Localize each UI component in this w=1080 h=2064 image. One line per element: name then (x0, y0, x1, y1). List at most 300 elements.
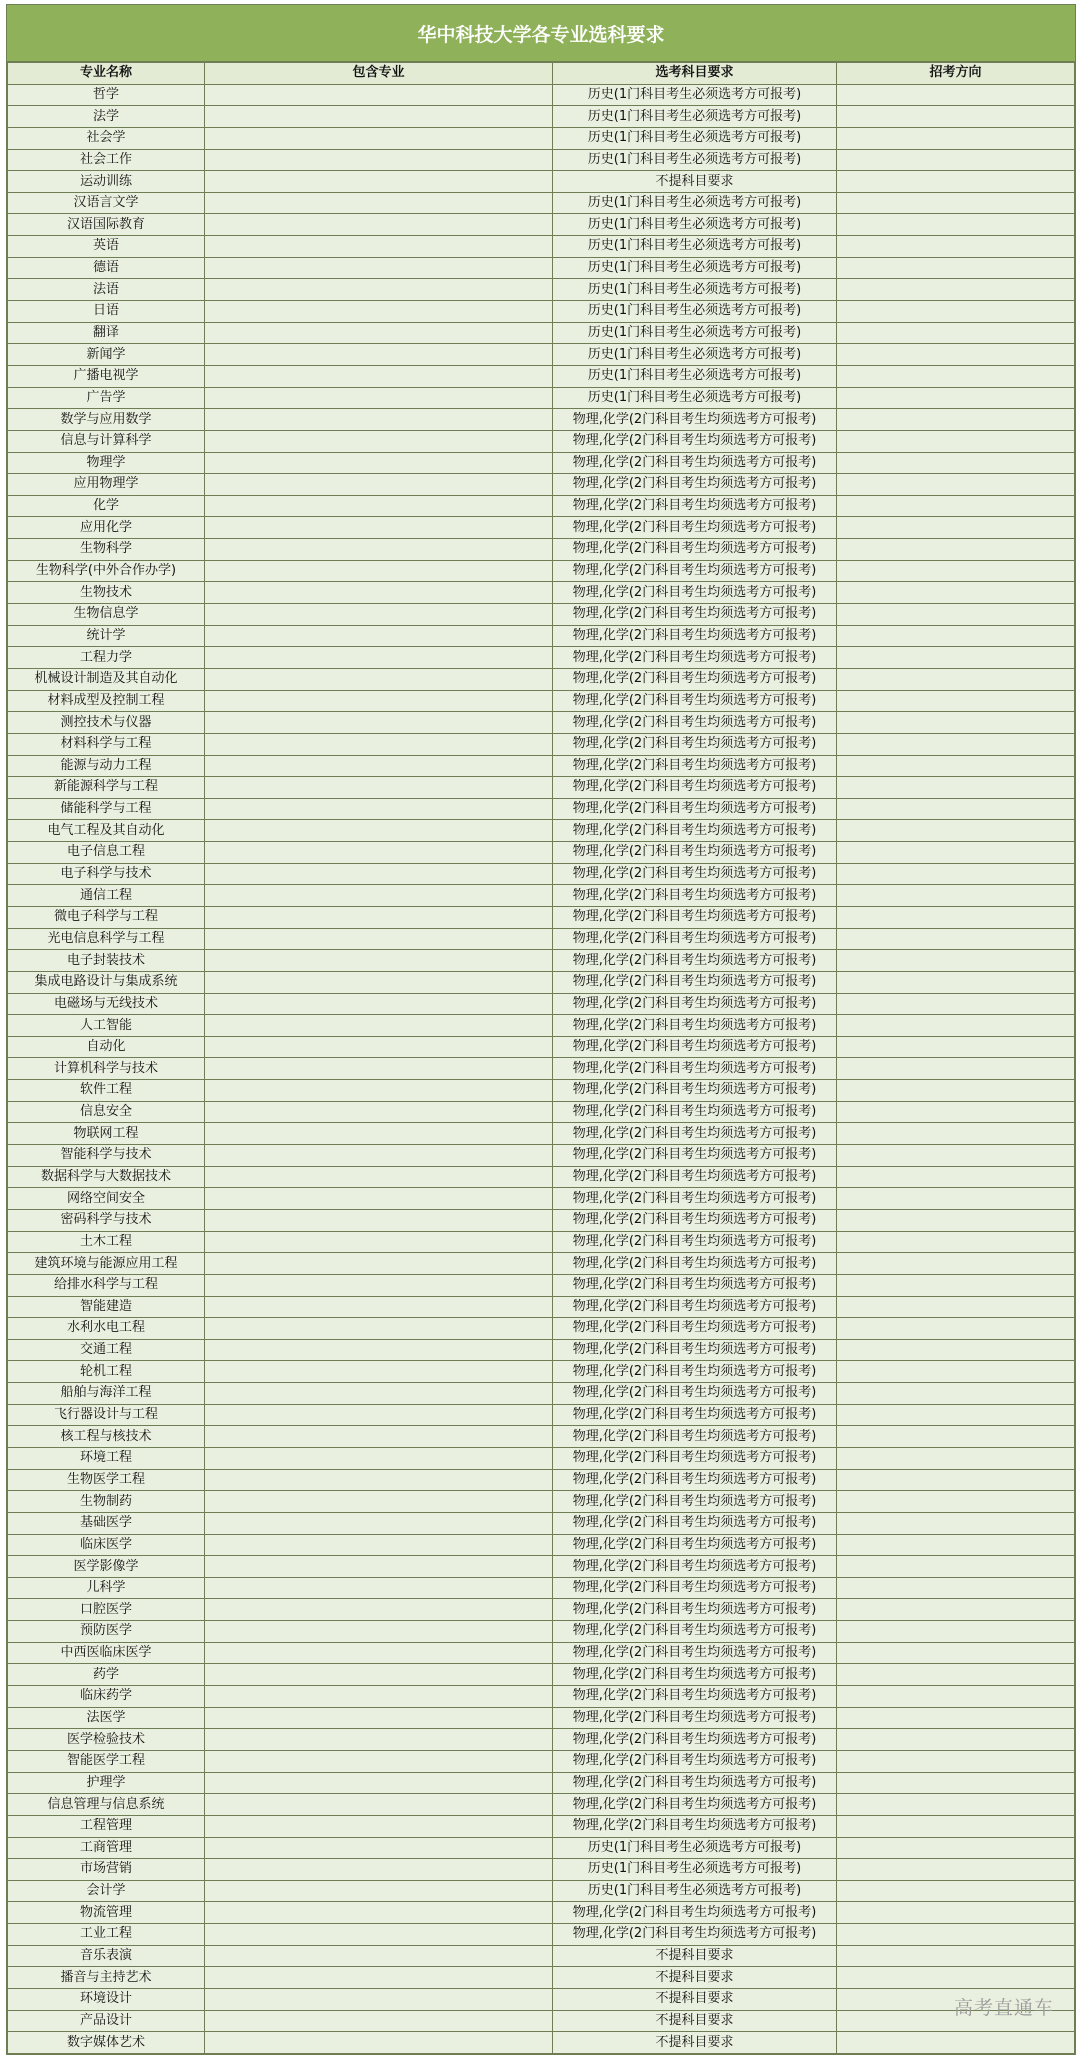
direction-cell (837, 517, 1075, 539)
direction-cell (837, 906, 1075, 928)
table-row (8, 1902, 1075, 1924)
included-cell (205, 2032, 553, 2054)
direction-cell (837, 1707, 1075, 1729)
table-row (8, 106, 1075, 128)
included-cell (205, 777, 553, 799)
included-cell (205, 2010, 553, 2032)
major-cell: 轮机工程 (8, 1361, 205, 1383)
included-cell (205, 1491, 553, 1513)
major-cell: 生物技术 (8, 582, 205, 604)
major-cell: 音乐表演 (8, 1945, 205, 1967)
direction-cell (837, 236, 1075, 258)
table-row (8, 387, 1075, 409)
direction-cell (837, 950, 1075, 972)
included-cell (205, 863, 553, 885)
included-cell (205, 430, 553, 452)
requirement-cell: 物理,化学(2门科目考生均须选考方可报考) (553, 971, 837, 993)
table-row (8, 1794, 1075, 1816)
requirements-table (7, 62, 1075, 2054)
direction-cell (837, 1924, 1075, 1946)
direction-cell (837, 127, 1075, 149)
included-cell (205, 1577, 553, 1599)
table-row (8, 1080, 1075, 1102)
table-row (8, 1426, 1075, 1448)
table-row (8, 1989, 1075, 2011)
requirement-cell: 不提科目要求 (553, 1967, 837, 1989)
major-cell: 生物科学(中外合作办学) (8, 560, 205, 582)
table-row (8, 1772, 1075, 1794)
requirement-cell: 不提科目要求 (553, 171, 837, 193)
requirement-cell: 历史(1门科目考生必须选考方可报考) (553, 84, 837, 106)
table-row (8, 1469, 1075, 1491)
major-cell: 储能科学与工程 (8, 798, 205, 820)
requirement-cell: 物理,化学(2门科目考生均须选考方可报考) (553, 1015, 837, 1037)
requirements-sheet (6, 4, 1076, 2055)
direction-cell (837, 582, 1075, 604)
major-cell: 会计学 (8, 1880, 205, 1902)
major-cell: 广告学 (8, 387, 205, 409)
direction-cell (837, 842, 1075, 864)
requirement-cell: 物理,化学(2门科目考生均须选考方可报考) (553, 1123, 837, 1145)
requirement-cell: 物理,化学(2门科目考生均须选考方可报考) (553, 1339, 837, 1361)
table-row (8, 409, 1075, 431)
major-cell: 自动化 (8, 1036, 205, 1058)
major-cell: 机械设计制造及其自动化 (8, 668, 205, 690)
requirement-cell: 物理,化学(2门科目考生均须选考方可报考) (553, 1188, 837, 1210)
requirement-cell: 物理,化学(2门科目考生均须选考方可报考) (553, 1686, 837, 1708)
table-row (8, 365, 1075, 387)
requirement-cell: 物理,化学(2门科目考生均须选考方可报考) (553, 1556, 837, 1578)
included-cell (205, 1361, 553, 1383)
included-cell (205, 1512, 553, 1534)
direction-cell (837, 755, 1075, 777)
major-cell: 社会工作 (8, 149, 205, 171)
direction-cell (837, 1166, 1075, 1188)
major-cell: 汉语言文学 (8, 192, 205, 214)
direction-cell (837, 1837, 1075, 1859)
table-row (8, 928, 1075, 950)
included-cell (205, 84, 553, 106)
table-row (8, 84, 1075, 106)
major-cell: 物流管理 (8, 1902, 205, 1924)
major-cell: 工程力学 (8, 647, 205, 669)
included-cell (205, 1707, 553, 1729)
direction-cell (837, 560, 1075, 582)
requirement-cell: 历史(1门科目考生必须选考方可报考) (553, 387, 837, 409)
direction-cell (837, 1794, 1075, 1816)
major-cell: 船舶与海洋工程 (8, 1383, 205, 1405)
major-cell: 智能建造 (8, 1296, 205, 1318)
major-cell: 产品设计 (8, 2010, 205, 2032)
table-row (8, 993, 1075, 1015)
requirement-cell: 物理,化学(2门科目考生均须选考方可报考) (553, 1707, 837, 1729)
direction-cell (837, 149, 1075, 171)
included-cell (205, 668, 553, 690)
direction-cell (837, 1491, 1075, 1513)
major-cell: 新闻学 (8, 344, 205, 366)
table-row (8, 971, 1075, 993)
requirement-cell: 历史(1门科目考生必须选考方可报考) (553, 1859, 837, 1881)
table-row (8, 1058, 1075, 1080)
requirement-cell: 物理,化学(2门科目考生均须选考方可报考) (553, 1253, 837, 1275)
direction-cell (837, 647, 1075, 669)
included-cell (205, 1902, 553, 1924)
included-cell (205, 106, 553, 128)
requirement-cell: 物理,化学(2门科目考生均须选考方可报考) (553, 1101, 837, 1123)
requirement-cell: 物理,化学(2门科目考生均须选考方可报考) (553, 1621, 837, 1643)
requirement-cell: 不提科目要求 (553, 1989, 837, 2011)
table-row (8, 1750, 1075, 1772)
major-cell: 网络空间安全 (8, 1188, 205, 1210)
included-cell (205, 1426, 553, 1448)
table-row (8, 1448, 1075, 1470)
requirement-cell: 物理,化学(2门科目考生均须选考方可报考) (553, 1361, 837, 1383)
table-row (8, 1512, 1075, 1534)
included-cell (205, 301, 553, 323)
major-cell: 法语 (8, 279, 205, 301)
included-cell (205, 1015, 553, 1037)
direction-cell (837, 1945, 1075, 1967)
direction-cell (837, 1686, 1075, 1708)
table-row (8, 1707, 1075, 1729)
major-cell: 土木工程 (8, 1231, 205, 1253)
requirement-cell: 物理,化学(2门科目考生均须选考方可报考) (553, 1404, 837, 1426)
included-cell (205, 755, 553, 777)
included-cell (205, 820, 553, 842)
table-row (8, 1967, 1075, 1989)
table-row (8, 1686, 1075, 1708)
requirement-cell: 物理,化学(2门科目考生均须选考方可报考) (553, 1080, 837, 1102)
table-row (8, 1015, 1075, 1037)
included-cell (205, 1880, 553, 1902)
included-cell (205, 690, 553, 712)
table-row (8, 625, 1075, 647)
included-cell (205, 1556, 553, 1578)
major-cell: 电磁场与无线技术 (8, 993, 205, 1015)
direction-cell (837, 1599, 1075, 1621)
included-cell (205, 1599, 553, 1621)
table-row (8, 1383, 1075, 1405)
direction-cell (837, 1145, 1075, 1167)
requirement-cell: 物理,化学(2门科目考生均须选考方可报考) (553, 1512, 837, 1534)
requirement-cell: 历史(1门科目考生必须选考方可报考) (553, 1880, 837, 1902)
table-row (8, 1101, 1075, 1123)
requirement-cell: 物理,化学(2门科目考生均须选考方可报考) (553, 560, 837, 582)
direction-cell (837, 1426, 1075, 1448)
header-included: 包含专业 (205, 63, 553, 85)
major-cell: 法医学 (8, 1707, 205, 1729)
included-cell (205, 885, 553, 907)
direction-cell (837, 1902, 1075, 1924)
included-cell (205, 1339, 553, 1361)
table-row (8, 604, 1075, 626)
table-row (8, 236, 1075, 258)
requirement-cell: 物理,化学(2门科目考生均须选考方可报考) (553, 1274, 837, 1296)
included-cell (205, 712, 553, 734)
direction-cell (837, 1729, 1075, 1751)
table-row (8, 127, 1075, 149)
requirement-cell: 物理,化学(2门科目考生均须选考方可报考) (553, 430, 837, 452)
included-cell (205, 950, 553, 972)
included-cell (205, 604, 553, 626)
direction-cell (837, 1339, 1075, 1361)
requirement-cell: 物理,化学(2门科目考生均须选考方可报考) (553, 1664, 837, 1686)
major-cell: 临床医学 (8, 1534, 205, 1556)
requirement-cell: 物理,化学(2门科目考生均须选考方可报考) (553, 582, 837, 604)
table-row (8, 1577, 1075, 1599)
table-row (8, 1859, 1075, 1881)
table-row (8, 1274, 1075, 1296)
requirement-cell: 不提科目要求 (553, 1945, 837, 1967)
direction-cell (837, 430, 1075, 452)
header-requirement: 选考科目要求 (553, 63, 837, 85)
direction-cell (837, 1231, 1075, 1253)
table-row (8, 301, 1075, 323)
included-cell (205, 1145, 553, 1167)
requirement-cell: 物理,化学(2门科目考生均须选考方可报考) (553, 1902, 837, 1924)
included-cell (205, 625, 553, 647)
table-row (8, 690, 1075, 712)
included-cell (205, 993, 553, 1015)
table-row (8, 1664, 1075, 1686)
direction-cell (837, 192, 1075, 214)
table-row (8, 1166, 1075, 1188)
requirement-cell: 物理,化学(2门科目考生均须选考方可报考) (553, 517, 837, 539)
included-cell (205, 1296, 553, 1318)
direction-cell (837, 625, 1075, 647)
requirement-cell: 物理,化学(2门科目考生均须选考方可报考) (553, 647, 837, 669)
table-row (8, 712, 1075, 734)
major-cell: 新能源科学与工程 (8, 777, 205, 799)
direction-cell (837, 171, 1075, 193)
table-row (8, 322, 1075, 344)
major-cell: 预防医学 (8, 1621, 205, 1643)
included-cell (205, 495, 553, 517)
direction-cell (837, 1318, 1075, 1340)
table-row (8, 539, 1075, 561)
requirement-cell: 物理,化学(2门科目考生均须选考方可报考) (553, 474, 837, 496)
requirement-cell: 历史(1门科目考生必须选考方可报考) (553, 149, 837, 171)
table-row (8, 1837, 1075, 1859)
included-cell (205, 1924, 553, 1946)
major-cell: 智能医学工程 (8, 1750, 205, 1772)
requirement-cell: 不提科目要求 (553, 2010, 837, 2032)
included-cell (205, 1945, 553, 1967)
table-row (8, 820, 1075, 842)
requirement-cell: 历史(1门科目考生必须选考方可报考) (553, 192, 837, 214)
table-row (8, 1296, 1075, 1318)
table-row (8, 2032, 1075, 2054)
requirement-cell: 物理,化学(2门科目考生均须选考方可报考) (553, 1599, 837, 1621)
major-cell: 信息与计算科学 (8, 430, 205, 452)
direction-cell (837, 1123, 1075, 1145)
included-cell (205, 560, 553, 582)
table-row (8, 171, 1075, 193)
requirement-cell: 物理,化学(2门科目考生均须选考方可报考) (553, 863, 837, 885)
included-cell (205, 1166, 553, 1188)
major-cell: 物理学 (8, 452, 205, 474)
included-cell (205, 1794, 553, 1816)
table-row (8, 517, 1075, 539)
included-cell (205, 539, 553, 561)
direction-cell (837, 106, 1075, 128)
table-row (8, 863, 1075, 885)
included-cell (205, 1188, 553, 1210)
major-cell: 飞行器设计与工程 (8, 1404, 205, 1426)
table-row (8, 1404, 1075, 1426)
included-cell (205, 928, 553, 950)
major-cell: 软件工程 (8, 1080, 205, 1102)
table-title: 华中科技大学各专业选科要求 (7, 5, 1075, 62)
direction-cell (837, 1058, 1075, 1080)
table-row (8, 1599, 1075, 1621)
requirement-cell: 物理,化学(2门科目考生均须选考方可报考) (553, 668, 837, 690)
requirement-cell: 历史(1门科目考生必须选考方可报考) (553, 127, 837, 149)
requirement-cell: 物理,化学(2门科目考生均须选考方可报考) (553, 1209, 837, 1231)
major-cell: 儿科学 (8, 1577, 205, 1599)
major-cell: 英语 (8, 236, 205, 258)
major-cell: 信息管理与信息系统 (8, 1794, 205, 1816)
table-row (8, 495, 1075, 517)
major-cell: 密码科学与技术 (8, 1209, 205, 1231)
major-cell: 光电信息科学与工程 (8, 928, 205, 950)
direction-cell (837, 1512, 1075, 1534)
direction-cell (837, 1383, 1075, 1405)
table-row (8, 755, 1075, 777)
major-cell: 播音与主持艺术 (8, 1967, 205, 1989)
major-cell: 医学影像学 (8, 1556, 205, 1578)
direction-cell (837, 1209, 1075, 1231)
requirement-cell: 物理,化学(2门科目考生均须选考方可报考) (553, 1318, 837, 1340)
major-cell: 电子科学与技术 (8, 863, 205, 885)
major-cell: 生物医学工程 (8, 1469, 205, 1491)
table-row (8, 1729, 1075, 1751)
table-row (8, 1880, 1075, 1902)
included-cell (205, 1621, 553, 1643)
table-row (8, 452, 1075, 474)
direction-cell (837, 1404, 1075, 1426)
included-cell (205, 1253, 553, 1275)
major-cell: 口腔医学 (8, 1599, 205, 1621)
direction-cell (837, 387, 1075, 409)
major-cell: 医学检验技术 (8, 1729, 205, 1751)
table-row (8, 885, 1075, 907)
table-row (8, 1036, 1075, 1058)
major-cell: 生物信息学 (8, 604, 205, 626)
table-row (8, 1188, 1075, 1210)
table-row (8, 474, 1075, 496)
included-cell (205, 474, 553, 496)
direction-cell (837, 1296, 1075, 1318)
requirement-cell: 物理,化学(2门科目考生均须选考方可报考) (553, 452, 837, 474)
requirement-cell: 物理,化学(2门科目考生均须选考方可报考) (553, 906, 837, 928)
direction-cell (837, 1642, 1075, 1664)
table-row (8, 1209, 1075, 1231)
major-cell: 环境设计 (8, 1989, 205, 2011)
table-row (8, 798, 1075, 820)
requirement-cell: 物理,化学(2门科目考生均须选考方可报考) (553, 777, 837, 799)
major-cell: 应用化学 (8, 517, 205, 539)
included-cell (205, 1989, 553, 2011)
direction-cell (837, 1101, 1075, 1123)
major-cell: 信息安全 (8, 1101, 205, 1123)
table-row (8, 430, 1075, 452)
included-cell (205, 1750, 553, 1772)
requirement-cell: 历史(1门科目考生必须选考方可报考) (553, 257, 837, 279)
direction-cell (837, 971, 1075, 993)
table-row (8, 906, 1075, 928)
major-cell: 德语 (8, 257, 205, 279)
table-row (8, 1361, 1075, 1383)
requirement-cell: 物理,化学(2门科目考生均须选考方可报考) (553, 1166, 837, 1188)
direction-cell (837, 1664, 1075, 1686)
included-cell (205, 279, 553, 301)
requirement-cell: 物理,化学(2门科目考生均须选考方可报考) (553, 733, 837, 755)
table-row (8, 257, 1075, 279)
requirement-cell: 物理,化学(2门科目考生均须选考方可报考) (553, 1296, 837, 1318)
table-row (8, 279, 1075, 301)
included-cell (205, 1772, 553, 1794)
major-cell: 测控技术与仪器 (8, 712, 205, 734)
table-row (8, 1253, 1075, 1275)
major-cell: 交通工程 (8, 1339, 205, 1361)
requirement-cell: 物理,化学(2门科目考生均须选考方可报考) (553, 495, 837, 517)
requirement-cell: 物理,化学(2门科目考生均须选考方可报考) (553, 1815, 837, 1837)
direction-cell (837, 604, 1075, 626)
major-cell: 运动训练 (8, 171, 205, 193)
direction-cell (837, 1772, 1075, 1794)
included-cell (205, 365, 553, 387)
header-major: 专业名称 (8, 63, 205, 85)
major-cell: 数学与应用数学 (8, 409, 205, 431)
requirement-cell: 物理,化学(2门科目考生均须选考方可报考) (553, 1924, 837, 1946)
direction-cell (837, 214, 1075, 236)
included-cell (205, 517, 553, 539)
major-cell: 通信工程 (8, 885, 205, 907)
requirement-cell: 物理,化学(2门科目考生均须选考方可报考) (553, 1794, 837, 1816)
table-row (8, 842, 1075, 864)
direction-cell (837, 1534, 1075, 1556)
direction-cell (837, 885, 1075, 907)
direction-cell (837, 1556, 1075, 1578)
requirement-cell: 物理,化学(2门科目考生均须选考方可报考) (553, 1231, 837, 1253)
direction-cell (837, 733, 1075, 755)
direction-cell (837, 1448, 1075, 1470)
major-cell: 计算机科学与技术 (8, 1058, 205, 1080)
major-cell: 物联网工程 (8, 1123, 205, 1145)
requirement-cell: 物理,化学(2门科目考生均须选考方可报考) (553, 1750, 837, 1772)
requirement-cell: 物理,化学(2门科目考生均须选考方可报考) (553, 1036, 837, 1058)
requirement-cell: 历史(1门科目考生必须选考方可报考) (553, 344, 837, 366)
included-cell (205, 1534, 553, 1556)
major-cell: 生物科学 (8, 539, 205, 561)
direction-cell (837, 820, 1075, 842)
table-row (8, 344, 1075, 366)
included-cell (205, 582, 553, 604)
requirement-cell: 物理,化学(2门科目考生均须选考方可报考) (553, 1577, 837, 1599)
included-cell (205, 344, 553, 366)
major-cell: 数字媒体艺术 (8, 2032, 205, 2054)
requirement-cell: 历史(1门科目考生必须选考方可报考) (553, 106, 837, 128)
table-row (8, 1123, 1075, 1145)
requirement-cell: 物理,化学(2门科目考生均须选考方可报考) (553, 690, 837, 712)
direction-cell (837, 84, 1075, 106)
major-cell: 材料成型及控制工程 (8, 690, 205, 712)
direction-cell (837, 2032, 1075, 2054)
included-cell (205, 1123, 553, 1145)
requirement-cell: 物理,化学(2门科目考生均须选考方可报考) (553, 1772, 837, 1794)
direction-cell (837, 322, 1075, 344)
